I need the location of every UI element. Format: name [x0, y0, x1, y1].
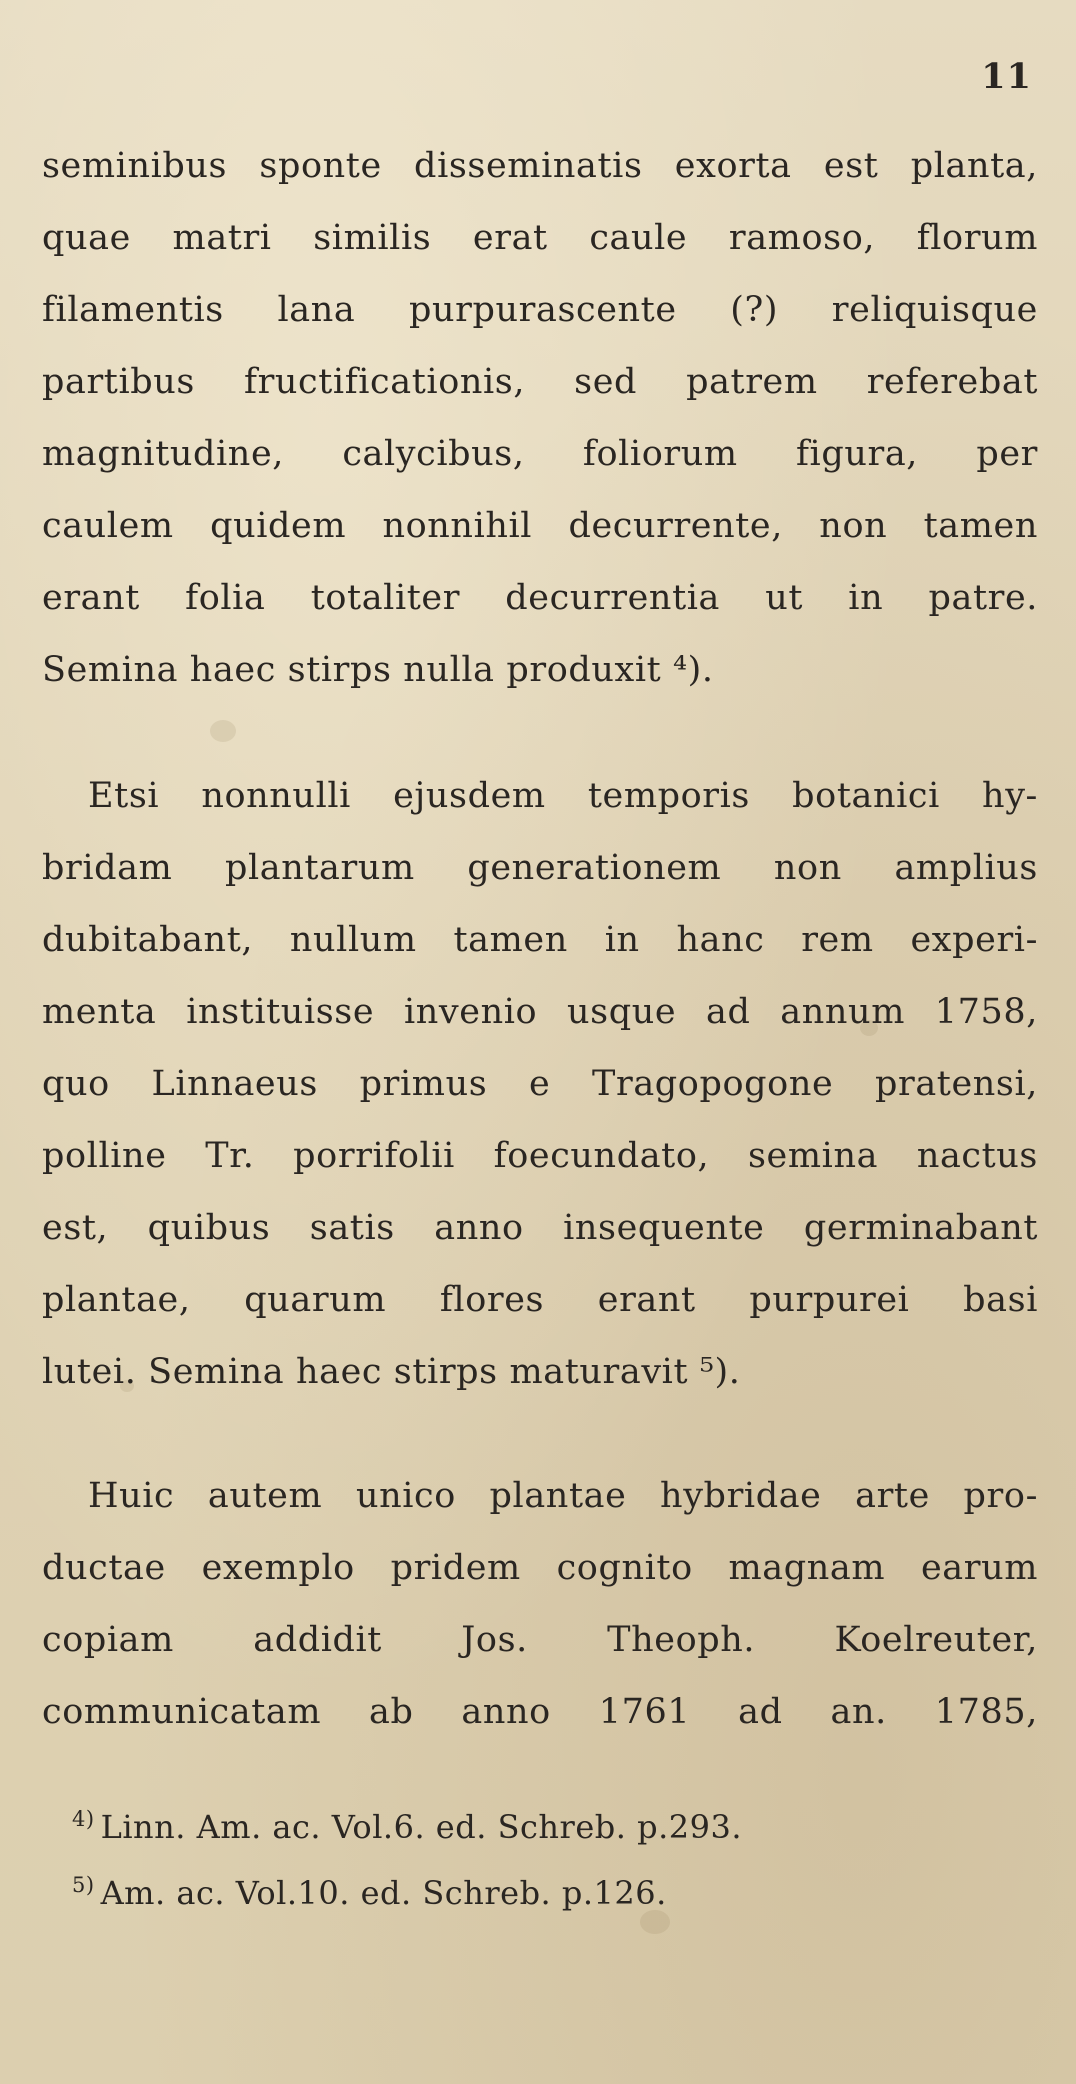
- text-line: Etsi nonnulli ejusdem temporis botanici hy-: [88, 776, 1038, 816]
- text-line: magnitudine, calycibus, foliorum figura, per: [42, 434, 1038, 474]
- text-line: Huic autem unico plantae hybridae arte pro-: [88, 1476, 1038, 1516]
- text-line: Semina haec stirps nulla produxit ⁴).: [42, 650, 714, 690]
- text-line: caulem quidem nonnihil decurrente, non tamen: [42, 506, 1038, 546]
- footnote-mark: 5): [72, 1873, 95, 1897]
- text-line: lutei. Semina haec stirps maturavit ⁵).: [42, 1352, 741, 1392]
- paragraph-2: [42, 760, 1038, 1408]
- footnote-5: [72, 1856, 742, 1922]
- page-number: 11: [981, 56, 1032, 97]
- footnotes: [72, 1790, 742, 1922]
- text-line: ductae exemplo pridem cognito magnam earum: [42, 1548, 1038, 1588]
- text-line: partibus fructificationis, sed patrem referebat: [42, 362, 1038, 402]
- text-line: filamentis lana purpurascente (?) reliquisque: [42, 290, 1038, 330]
- paragraph-1: [42, 130, 1038, 706]
- footnote-text: Am. ac. Vol.10. ed. Schreb. p.126.: [100, 1874, 667, 1912]
- footnote-4: [72, 1790, 742, 1856]
- text-line: plantae, quarum flores erant purpurei basi: [42, 1280, 1038, 1320]
- text-line: polline Tr. porrifolii foecundato, semina nactus: [42, 1136, 1038, 1176]
- footnote-text: Linn. Am. ac. Vol.6. ed. Schreb. p.293.: [100, 1808, 742, 1846]
- paragraph-3: [42, 1460, 1038, 1748]
- text-line: quo Linnaeus primus e Tragopogone pratensi,: [42, 1064, 1038, 1104]
- text-line: est, quibus satis anno insequente germinabant: [42, 1208, 1038, 1248]
- text-line: quae matri similis erat caule ramoso, florum: [42, 218, 1038, 258]
- text-line: menta instituisse invenio usque ad annum 1758,: [42, 992, 1038, 1032]
- text-line: dubitabant, nullum tamen in hanc rem experi-: [42, 920, 1038, 960]
- text-line: bridam plantarum generationem non amplius: [42, 848, 1038, 888]
- text-line: seminibus sponte disseminatis exorta est planta,: [42, 146, 1038, 186]
- text-line: erant folia totaliter decurrentia ut in patre.: [42, 578, 1038, 618]
- text-line: copiam addidit Jos. Theoph. Koelreuter,: [42, 1620, 1038, 1660]
- footnote-mark: 4): [72, 1807, 95, 1831]
- paper-stain: [210, 720, 236, 742]
- text-line: communicatam ab anno 1761 ad an. 1785,: [42, 1692, 1038, 1732]
